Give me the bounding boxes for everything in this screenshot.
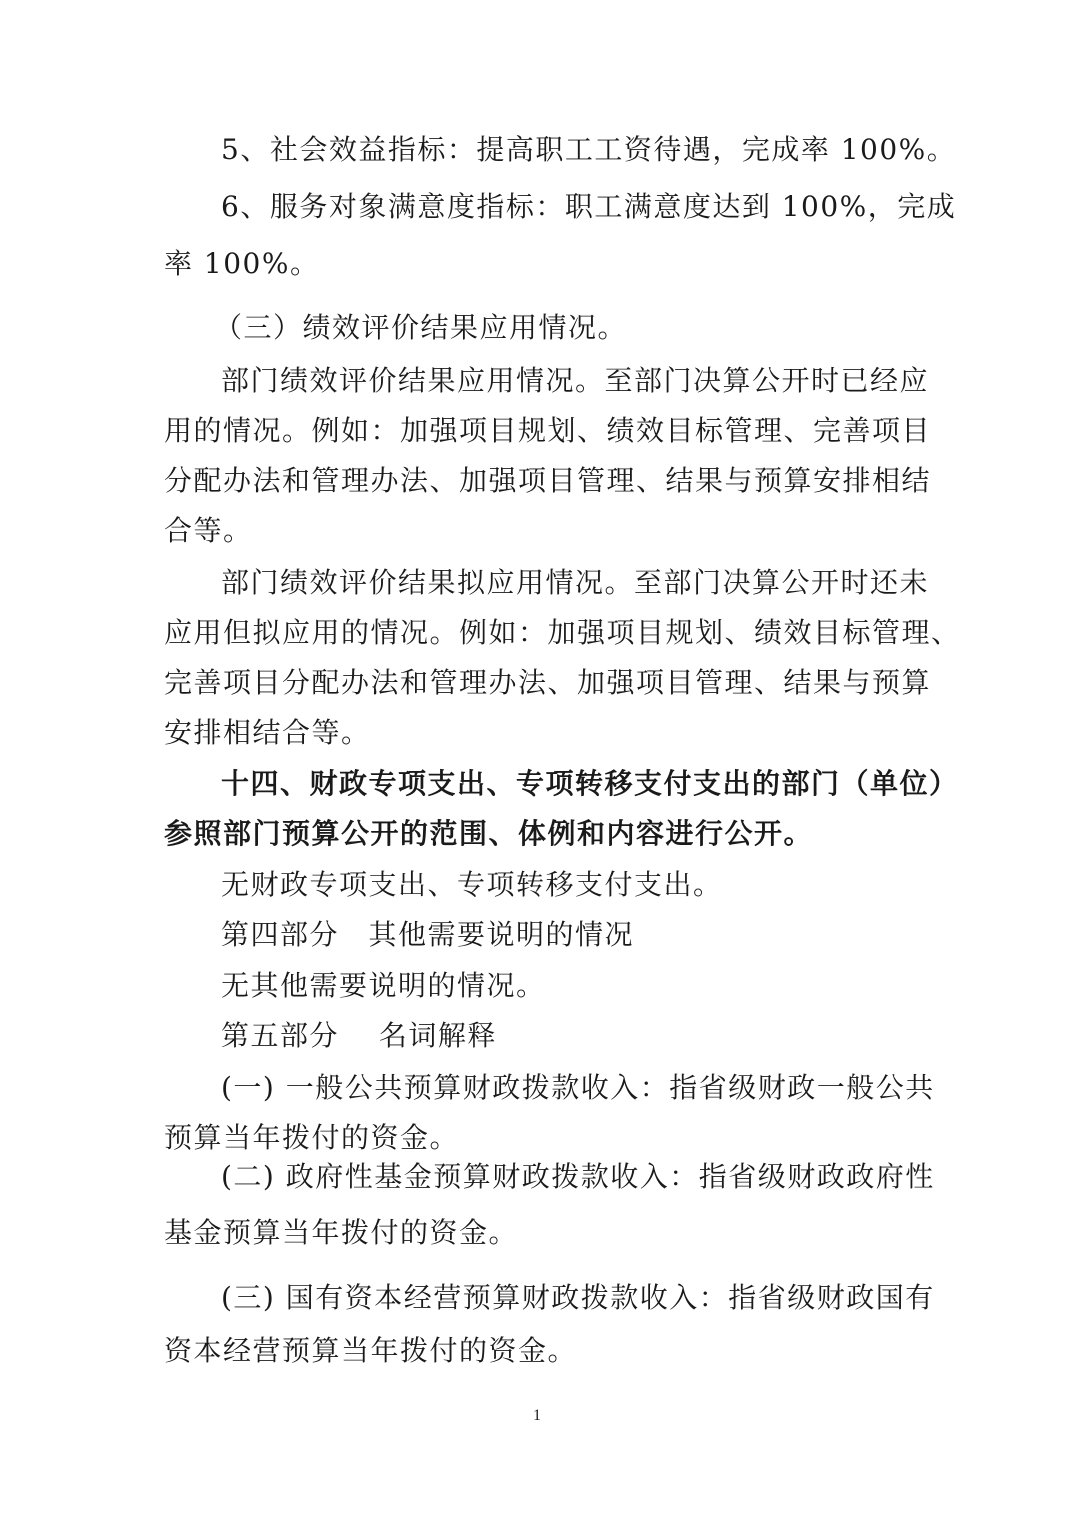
text-line: 率 100%。	[164, 247, 320, 280]
text-line: (一) 一般公共预算财政拨款收入：指省级财政一般公共	[221, 1071, 935, 1104]
text-line: 分配办法和管理办法、加强项目管理、结果与预算安排相结	[164, 464, 932, 497]
text-line: 6、服务对象满意度指标：职工满意度达到 100%，完成	[221, 190, 957, 223]
text-line: 无财政专项支出、专项转移支付支出。	[221, 868, 723, 901]
text-line: 完善项目分配办法和管理办法、加强项目管理、结果与预算	[164, 666, 932, 699]
text-line: 基金预算当年拨付的资金。	[164, 1216, 519, 1249]
section-heading: 参照部门预算公开的范围、体例和内容进行公开。	[164, 817, 814, 850]
part-heading: 第四部分 其他需要说明的情况	[221, 918, 635, 951]
text-line: 预算当年拨付的资金。	[164, 1121, 460, 1154]
text-line: 应用但拟应用的情况。例如：加强项目规划、绩效目标管理、	[164, 616, 961, 649]
text-line: 无其他需要说明的情况。	[221, 969, 546, 1002]
part-heading: 第五部分 名词解释	[221, 1019, 497, 1052]
text-line: 安排相结合等。	[164, 716, 371, 749]
section-heading: 十四、财政专项支出、专项转移支付支出的部门（单位）	[221, 767, 959, 800]
text-line: 资本经营预算当年拨付的资金。	[164, 1334, 578, 1367]
text-line: 部门绩效评价结果拟应用情况。至部门决算公开时还未	[221, 566, 930, 599]
text-line: (二) 政府性基金预算财政拨款收入：指省级财政政府性	[221, 1160, 935, 1193]
text-line: 用的情况。例如：加强项目规划、绩效目标管理、完善项目	[164, 414, 932, 447]
text-line: 部门绩效评价结果应用情况。至部门决算公开时已经应	[221, 364, 930, 397]
text-line: (三) 国有资本经营预算财政拨款收入：指省级财政国有	[221, 1281, 935, 1314]
text-line: 合等。	[164, 514, 253, 547]
section-subheading: （三）绩效评价结果应用情况。	[214, 311, 628, 344]
text-line: 5、社会效益指标：提高职工工资待遇，完成率 100%。	[221, 133, 957, 166]
page-number: 1	[533, 1407, 541, 1424]
